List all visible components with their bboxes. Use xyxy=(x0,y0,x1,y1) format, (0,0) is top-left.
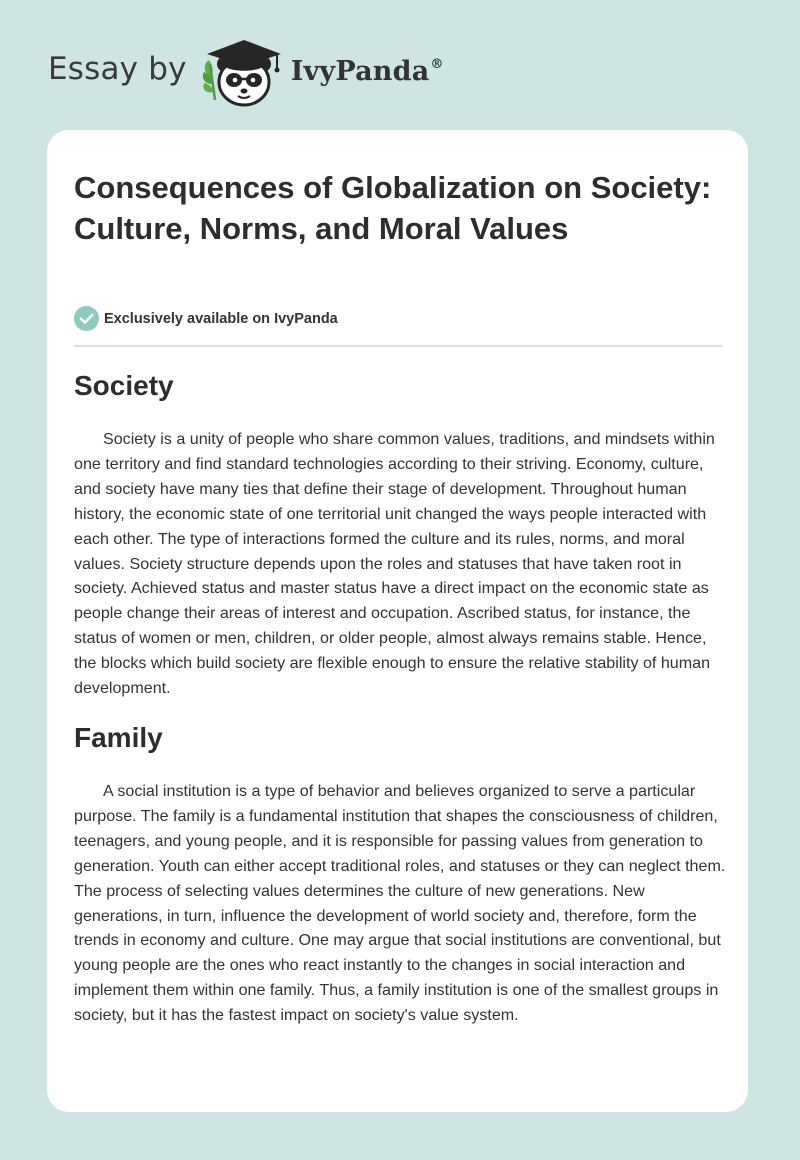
check-circle-icon xyxy=(74,306,99,331)
brand-wordmark: IvyPanda xyxy=(290,55,430,87)
trademark-symbol: ® xyxy=(430,56,444,72)
section-body-family: A social institution is a type of behavior and believes organized to serve a particular purpose. The family is a fundamental institution that shapes the consciousness of children, teenagers, and young people, and it is responsible for passing values from generation to generation. Youth can either accept traditional roles, and statuses or they can neglect them. The process of selecting values determines the culture of new generations. New generations, in turn, influence the development of world society and, therefore, form the trends in economy and culture. One may argue that social institutions are conventional, but young people are the ones who react instantly to the changes in social interaction and implement them within one family. Thus, a family institution is one of the smallest groups in society, but it has the fastest impact on society's value system. xyxy=(74,782,726,1025)
brand-name[interactable] xyxy=(291,56,444,87)
panda-graduation-cap-icon[interactable] xyxy=(201,34,289,110)
section-body-society: Society is a unity of people who share common values, traditions, and mindsets within one territory and find standard technologies according to their striving. Economy, culture, and society have many ties that define their stage of development. Throughout human history, the economic state of one territorial unit changed the ways people interacted with each other. The type of interactions formed the culture and its rules, norms, and moral values. Society structure depends upon the roles and statuses that have taken root in society. Achieved status and master status have a direct impact on the economic state as people change their areas of interest and occupation. Ascribed status, for instance, the status of women or men, children, or older people, almost always remains stable. Hence, the blocks which build society are flexible enough to ensure the relative stability of human development. xyxy=(74,430,715,698)
exclusive-label: Exclusively available on IvyPanda xyxy=(104,310,338,327)
essay-title: Consequences of Globalization on Society: Culture, Norms, and Moral Values xyxy=(74,170,712,246)
exclusive-badge xyxy=(74,306,338,331)
essay-card xyxy=(47,130,748,1112)
title-divider xyxy=(74,345,723,347)
section-heading-society: Society xyxy=(74,370,174,401)
section-heading-family: Family xyxy=(74,722,163,753)
essay-by-label: Essay by xyxy=(48,51,187,87)
site-header xyxy=(48,34,444,110)
